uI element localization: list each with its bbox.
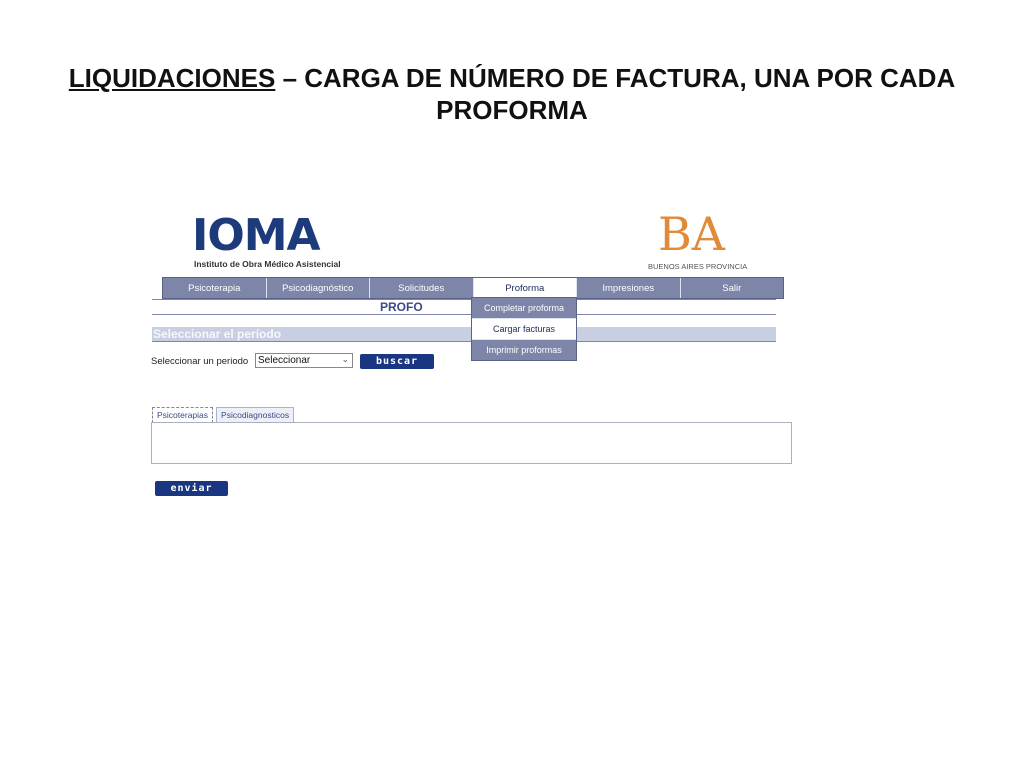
period-select-value: Seleccionar xyxy=(258,355,311,366)
section-title: Seleccionar el período xyxy=(153,327,282,341)
period-select[interactable] xyxy=(255,353,353,368)
slide-title-underlined: LIQUIDACIONES xyxy=(68,63,276,93)
tab-bar xyxy=(152,407,294,423)
ba-logo-text: BA xyxy=(658,207,726,261)
menu-item-completar-proforma[interactable]: Completar proforma xyxy=(472,298,576,319)
section-divider xyxy=(152,341,776,342)
section-header xyxy=(152,327,776,341)
nav-item-psicodiagnostico[interactable]: Psicodiagnóstico xyxy=(267,278,371,298)
ba-logo xyxy=(648,207,758,274)
menu-item-cargar-facturas[interactable]: Cargar facturas xyxy=(472,319,576,340)
tab-panel xyxy=(151,422,792,464)
page-title: PROFO xyxy=(380,300,423,314)
header-divider-bottom xyxy=(152,314,776,315)
ioma-logo-subtitle: Instituto de Obra Médico Asistencial xyxy=(194,259,341,269)
nav-item-proforma[interactable]: Proforma xyxy=(474,278,578,298)
slide-title xyxy=(40,62,984,126)
nav-item-solicitudes[interactable]: Solicitudes xyxy=(370,278,474,298)
nav-item-psicoterapia[interactable]: Psicoterapia xyxy=(163,278,267,298)
ioma-logo-text: IOMA xyxy=(192,210,320,261)
ioma-logo xyxy=(192,210,372,272)
menu-item-imprimir-proformas[interactable]: Imprimir proformas xyxy=(486,345,562,355)
buscar-button[interactable]: buscar xyxy=(360,354,434,369)
proforma-dropdown-menu xyxy=(471,297,577,361)
nav-item-salir[interactable]: Salir xyxy=(722,282,742,294)
period-label: Seleccionar un periodo xyxy=(151,356,249,367)
slide-title-rest: – CARGA DE NÚMERO DE FACTURA, UNA POR CADA PROFORMA xyxy=(275,63,956,125)
enviar-button[interactable]: enviar xyxy=(155,481,228,496)
main-navbar xyxy=(162,277,784,299)
chevron-down-icon: ⌄ xyxy=(341,354,349,364)
tab-psicoterapias[interactable]: Psicoterapias xyxy=(152,407,213,423)
tab-psicodiagnosticos[interactable]: Psicodiagnosticos xyxy=(216,407,294,422)
ba-logo-subtitle: BUENOS AIRES PROVINCIA xyxy=(648,262,748,271)
nav-item-impresiones[interactable]: Impresiones xyxy=(577,278,681,298)
